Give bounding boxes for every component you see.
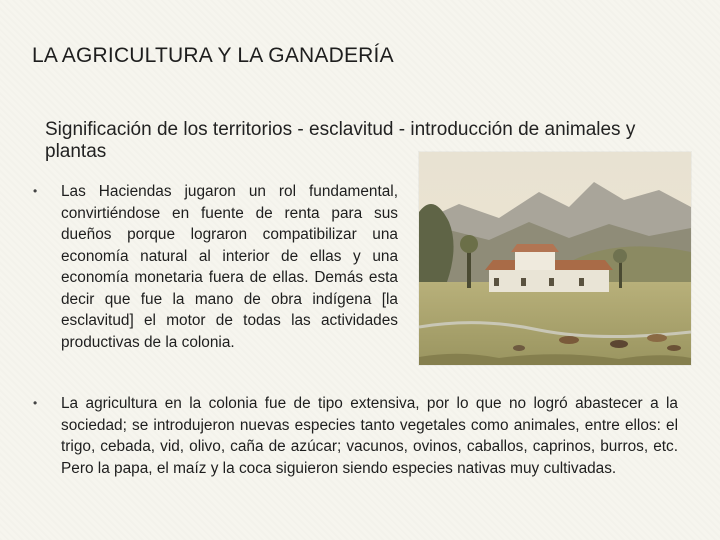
hacienda-painting	[419, 152, 691, 365]
slide-title: LA AGRICULTURA Y LA GANADERÍA	[32, 44, 394, 67]
bullet-item	[33, 181, 398, 353]
slide-subtitle: Significación de los territorios - esclavitud - introducción de animales y plantas	[45, 119, 636, 162]
bullet-marker: •	[33, 184, 38, 198]
bullet-marker: •	[33, 396, 38, 410]
bullet-text: Las Haciendas jugaron un rol fundamental, convirtiéndose en fuente de renta para sus dueños porque lograron compatibilizar una economía natural al interior de ellas y una economía monetaria fuera de ellas. Demás esta decir que fue la mano de obra indígena [la esclavitud] el motor de todas las actividades productivas de la colonia.	[61, 183, 398, 351]
bullet-item	[33, 393, 678, 479]
bullet-text: La agricultura en la colonia fue de tipo extensiva, por lo que no logró abastecer a la sociedad; se introdujeron nuevas especies tanto vegetales como animales, entre ellos: el trigo, cebada, vid, olivo, caña de azúcar; vacunos, ovinos, caballos, caprinos, burros, etc. Pero la papa, el maíz y la coca siguieron siendo especies nativas muy cultivadas.	[61, 395, 678, 477]
